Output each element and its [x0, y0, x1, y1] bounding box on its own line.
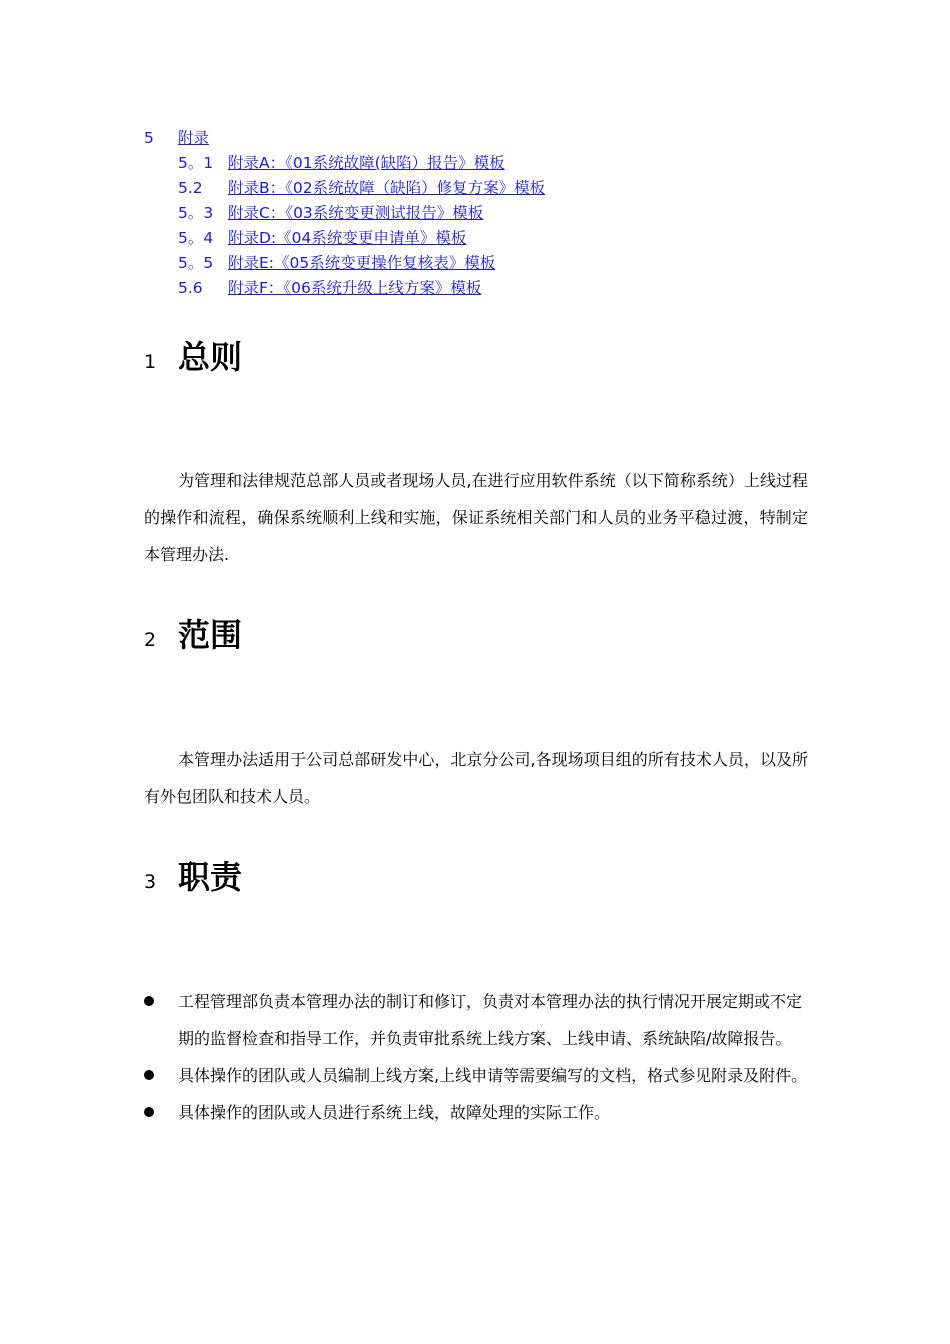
toc-item-number: 5。5 [178, 254, 214, 272]
toc-item-label: 附录E:《05系统变更操作复核表》模板 [228, 254, 496, 272]
section-2-paragraph: 本管理办法适用于公司总部研发中心，北京分公司,各现场项目组的所有技术人员，以及所有外包团队和技术人员。 [144, 750, 808, 806]
list-item-text: 具体操作的团队或人员进行系统上线，故障处理的实际工作。 [178, 1103, 611, 1122]
toc-item-number: 5.6 [178, 279, 203, 297]
list-item [144, 1094, 808, 1131]
table-of-contents [144, 126, 545, 301]
bullet-dot-icon [144, 996, 154, 1006]
section-1-paragraph: 为管理和法律规范总部人员或者现场人员,在进行应用软件系统（以下简称系统）上线过程的操作和流程，确保系统顺利上线和实施，保证系统相关部门和人员的业务平稳过渡，特制定本管理办法. [144, 471, 808, 564]
toc-item-appendix[interactable] [144, 126, 545, 151]
toc-item-appendix-e[interactable] [178, 251, 545, 276]
toc-item-number: 5 [144, 129, 154, 147]
toc-item-appendix-a[interactable] [178, 151, 545, 176]
bullet-dot-icon [144, 1070, 154, 1080]
toc-item-label: 附录C：《03系统变更测试报告》模板 [228, 204, 484, 222]
list-item-text: 工程管理部负责本管理办法的制订和修订，负责对本管理办法的执行情况开展定期或不定期的监督检查和指导工作，并负责审批系统上线方案、上线申请、系统缺陷/故障报告。 [178, 992, 803, 1048]
toc-item-label: 附录F：《06系统升级上线方案》模板 [228, 279, 482, 297]
section-title: 范围 [178, 616, 243, 654]
list-item [144, 1057, 808, 1094]
toc-item-appendix-c[interactable] [178, 201, 545, 226]
toc-item-appendix-d[interactable] [178, 226, 545, 251]
toc-item-number: 5.2 [178, 179, 203, 197]
responsibility-list [144, 983, 808, 1131]
section-title: 职责 [178, 858, 243, 896]
list-item-text: 具体操作的团队或人员编制上线方案,上线申请等需要编写的文档，格式参见附录及附件。 [178, 1066, 808, 1085]
toc-item-number: 5。1 [178, 154, 214, 172]
bullet-dot-icon [144, 1107, 154, 1117]
section-title: 总则 [178, 338, 243, 376]
section-number: 2 [144, 629, 157, 651]
section-number: 3 [144, 871, 157, 893]
toc-item-label: 附录A：《01系统故障(缺陷）报告》模板 [228, 154, 505, 172]
section-number: 1 [144, 351, 157, 373]
toc-item-appendix-b[interactable] [178, 176, 545, 201]
section-heading-1 [144, 332, 242, 376]
list-item [144, 983, 808, 1057]
toc-item-label: 附录D:《04系统变更申请单》模板 [228, 229, 467, 247]
toc-item-label: 附录B：《02系统故障（缺陷）修复方案》模板 [228, 179, 546, 197]
toc-item-number: 5。3 [178, 204, 214, 222]
section-heading-2 [144, 610, 242, 654]
toc-item-label: 附录 [178, 129, 210, 147]
toc-item-number: 5。4 [178, 229, 214, 247]
section-heading-3 [144, 852, 242, 896]
toc-item-appendix-f[interactable] [178, 276, 545, 301]
